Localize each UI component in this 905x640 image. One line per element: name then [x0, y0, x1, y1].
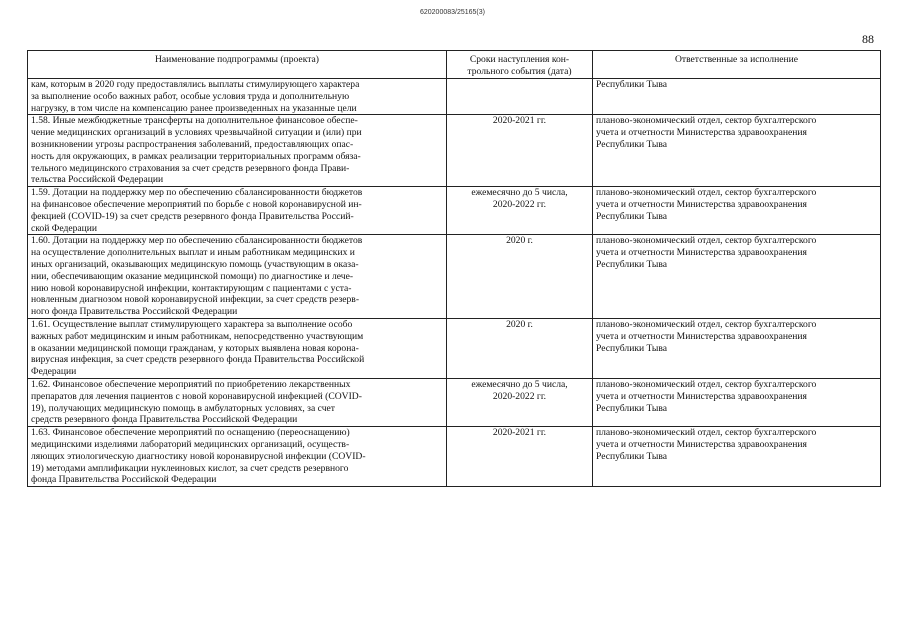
table-row: [28, 318, 881, 378]
cell-program-name: 1.58. Иные межбюджетные трансферты на дополнительное финансовое обеспе- чение медицинских организаций в условиях чрезвычайной ситуации и (или) при возникновении угрозы распространения заболеваний, предоставляющих опас- ность для окружающих, в рамках реализации территориальных программ обяза- тельного медицинского страхования за счет средств резервного фонда Прави- тельства Российской Федерации: [28, 115, 447, 187]
page-number: 88: [862, 32, 874, 46]
cell-responsible: Республики Тыва: [593, 79, 881, 115]
cell-deadline: 2020-2021 гг.: [447, 427, 593, 487]
table-row: [28, 378, 881, 426]
column-header-name: Наименование подпрограммы (проекта): [28, 51, 447, 79]
table-header-row: [28, 51, 881, 79]
cell-responsible: планово-экономический отдел, сектор бухгалтерского учета и отчетности Министерства здравоохранения Республики Тыва: [593, 235, 881, 319]
cell-deadline: 2020 г.: [447, 318, 593, 378]
cell-program-name: кам, которым в 2020 году предоставлялись выплаты стимулирующего характера за выполнение особо важных работ, особые условия труда и дополнительную нагрузку, в том числе на компенсацию ранее произведенных на указанные цели: [28, 79, 447, 115]
cell-deadline: 2020 г.: [447, 235, 593, 319]
cell-deadline: ежемесячно до 5 числа, 2020-2022 гг.: [447, 378, 593, 426]
cell-deadline: 2020-2021 гг.: [447, 115, 593, 187]
cell-program-name: 1.63. Финансовое обеспечение мероприятий по оснащению (переоснащению) медицинскими изделиями лабораторий медицинских организаций, осуществ- ляющих этиологическую диагностику новой коронавирусной инфекции (COVID- 19) методами амплификации нуклеиновых кислот, за счет средств резервного фонда Правительства Российской Федерации: [28, 427, 447, 487]
program-table: [27, 50, 881, 487]
cell-deadline: [447, 79, 593, 115]
table-row: [28, 187, 881, 235]
column-header-date: Сроки наступления кон- трольного события (дата): [447, 51, 593, 79]
cell-responsible: планово-экономический отдел, сектор бухгалтерского учета и отчетности Министерства здравоохранения Республики Тыва: [593, 318, 881, 378]
cell-responsible: планово-экономический отдел, сектор бухгалтерского учета и отчетности Министерства здравоохранения Республики Тыва: [593, 378, 881, 426]
table-row: [28, 427, 881, 487]
cell-program-name: 1.62. Финансовое обеспечение мероприятий по приобретению лекарственных препаратов для лечения пациентов с новой коронавирусной инфекцией (COVID- 19), получающих медицинскую помощь в амбулаторных условиях, за счет средств резервного фонда Правительства Российской Федерации: [28, 378, 447, 426]
table-row: [28, 79, 881, 115]
table-row: [28, 235, 881, 319]
document-id: 620200083/25165(3): [419, 9, 485, 16]
cell-responsible: планово-экономический отдел, сектор бухгалтерского учета и отчетности Министерства здравоохранения Республики Тыва: [593, 115, 881, 187]
cell-responsible: планово-экономический отдел, сектор бухгалтерского учета и отчетности Министерства здравоохранения Республики Тыва: [593, 427, 881, 487]
cell-program-name: 1.61. Осуществление выплат стимулирующего характера за выполнение особо важных работ медицинским и иным работникам, непосредственно участвующим в оказании медицинской помощи гражданам, у которых выявлена новая корона- вирусная инфекция, за счет средств резервного фонда Правительства Российской Федерации: [28, 318, 447, 378]
cell-deadline: ежемесячно до 5 числа, 2020-2022 гг.: [447, 187, 593, 235]
cell-program-name: 1.59. Дотации на поддержку мер по обеспечению сбалансированности бюджетов на финансовое обеспечение мероприятий по борьбе с новой коронавирусной ин- фекцией (COVID-19) за счет средств резервного фонда Правительства Россий- ской Федерации: [28, 187, 447, 235]
column-header-responsible: Ответственные за исполнение: [593, 51, 881, 79]
cell-program-name: 1.60. Дотации на поддержку мер по обеспечению сбалансированности бюджетов на осуществление дополнительных выплат и иным работникам медицинских и иных организаций, оказывающих медицинскую помощь (участвующим в оказа- нии, обеспечивающим оказание медицинской помощи) по диагностике и лече- нию новой коронавирусной инфекции, контактирующим с пациентами с уста- новленным диагнозом новой коронавирусной инфекции, за счет средств резерв- ного фонда Правительства Российской Федерации: [28, 235, 447, 319]
table-row: [28, 115, 881, 187]
cell-responsible: планово-экономический отдел, сектор бухгалтерского учета и отчетности Министерства здравоохранения Республики Тыва: [593, 187, 881, 235]
